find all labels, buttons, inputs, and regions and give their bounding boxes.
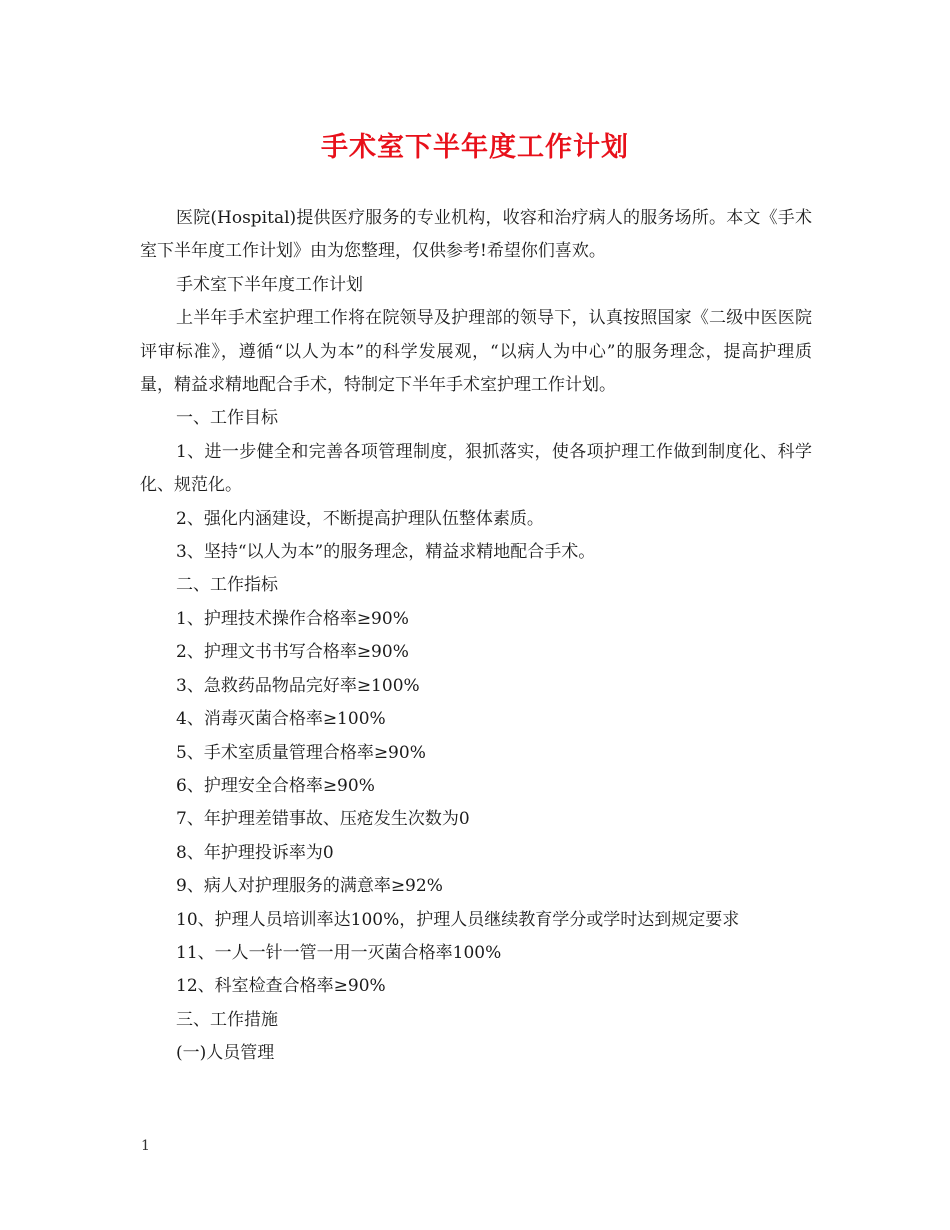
section-heading-measures: 三、工作措施 xyxy=(176,1009,278,1030)
indicator-item: 4、消毒灭菌合格率≥100% xyxy=(176,709,386,730)
indicator-item: 9、病人对护理服务的满意率≥92% xyxy=(176,876,443,897)
indicator-item: 10、护理人员培训率达100%，护理人员继续教育学分或学时达到规定要求 xyxy=(176,909,740,930)
indicator-item: 6、护理安全合格率≥90% xyxy=(176,775,375,796)
goal-item: 1、进一步健全和完善各项管理制度，狠抓落实，使各项护理工作做到制度化、科学化、规范化。 xyxy=(140,441,812,496)
page-number: 1 xyxy=(141,1138,150,1154)
indicator-item: 7、年护理差错事故、压疮发生次数为0 xyxy=(176,809,470,830)
goal-item: 3、坚持“以人为本”的服务理念，精益求精地配合手术。 xyxy=(176,542,596,563)
indicator-item: 3、急救药品物品完好率≥100% xyxy=(176,675,420,696)
subsection-heading-staff: (一)人员管理 xyxy=(176,1043,275,1064)
section-heading-indicators: 二、工作指标 xyxy=(176,575,278,596)
section-heading-goals: 一、工作目标 xyxy=(176,408,278,429)
paragraph-intro: 医院(Hospital)提供医疗服务的专业机构，收容和治疗病人的服务场所。本文《手术室下半年度工作计划》由为您整理，仅供参考!希望你们喜欢。 xyxy=(140,208,812,262)
paragraph-plan-heading: 手术室下半年度工作计划 xyxy=(176,274,363,295)
document-title: 手术室下半年度工作计划 xyxy=(321,132,629,163)
goal-item: 2、强化内涵建设，不断提高护理队伍整体素质。 xyxy=(176,508,544,529)
indicator-item: 1、护理技术操作合格率≥90% xyxy=(176,608,409,629)
indicator-item: 5、手术室质量管理合格率≥90% xyxy=(176,742,426,763)
document-body xyxy=(140,202,812,1071)
indicator-item: 2、护理文书书写合格率≥90% xyxy=(176,642,409,663)
indicator-item: 11、一人一针一管一用一灭菌合格率100% xyxy=(176,942,502,963)
paragraph-overview: 上半年手术室护理工作将在院领导及护理部的领导下，认真按照国家《二级中医医院评审标准》，遵循“以人为本”的科学发展观，“以病人为中心”的服务理念，提高护理质量，精益求精地配合手术，特制定下半年手术室护理工作计划。 xyxy=(140,308,812,396)
indicator-item: 12、科室检查合格率≥90% xyxy=(176,976,386,997)
indicator-item: 8、年护理投诉率为0 xyxy=(176,842,334,863)
